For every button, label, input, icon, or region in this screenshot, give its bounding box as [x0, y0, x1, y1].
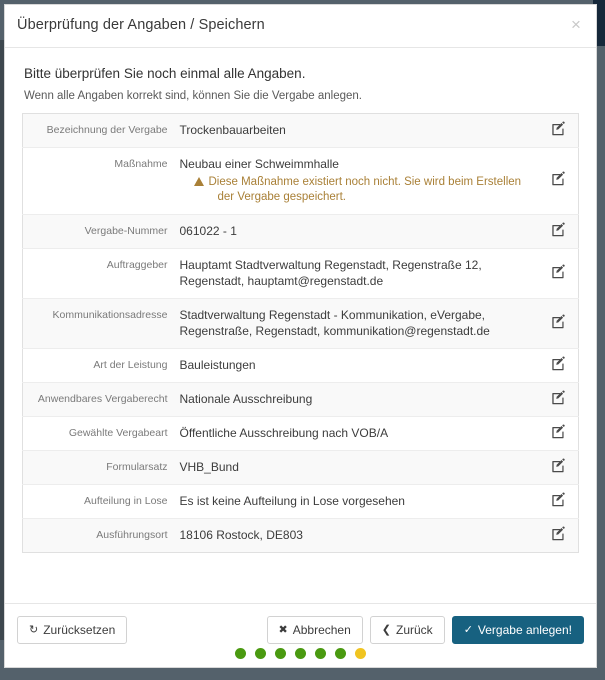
review-heading: Bitte überprüfen Sie noch einmal alle Angaben. — [24, 66, 306, 81]
x-mark-icon: ✖ — [278, 623, 288, 636]
row-edit-cell[interactable] — [539, 485, 579, 519]
table-row — [23, 349, 579, 383]
row-value-text: Öffentliche Ausschreibung nach VOB/A — [179, 426, 389, 440]
pencil-square-icon[interactable] — [551, 390, 566, 405]
close-icon[interactable]: × — [566, 14, 586, 34]
step-dot-7[interactable] — [355, 648, 366, 659]
row-edit-cell[interactable] — [539, 148, 579, 215]
row-edit-cell[interactable] — [539, 215, 579, 249]
row-value-text: Es ist keine Aufteilung in Lose vorgesehen — [179, 494, 405, 508]
row-value — [176, 349, 539, 383]
row-edit-cell[interactable] — [539, 114, 579, 148]
row-label: Kommunikationsadresse — [23, 299, 176, 349]
row-value — [176, 249, 539, 299]
row-label: Vergabe-Nummer — [23, 215, 176, 249]
row-value — [176, 485, 539, 519]
row-value-text: Hauptamt Stadtverwaltung Regenstadt, Regenstraße 12, Regenstadt, hauptamt@regenstadt.de — [179, 258, 482, 288]
row-warning — [180, 175, 533, 205]
cancel-button[interactable] — [267, 616, 363, 644]
pencil-square-icon[interactable] — [551, 222, 566, 237]
modal-header — [5, 5, 596, 48]
row-edit-cell[interactable] — [539, 349, 579, 383]
row-edit-cell[interactable] — [539, 451, 579, 485]
row-value-text: Neubau einer Schweimmhalle — [179, 157, 339, 171]
table-row — [23, 249, 579, 299]
row-value-text: Bauleistungen — [179, 358, 256, 372]
row-value — [176, 519, 539, 553]
summary-table-body — [23, 114, 579, 553]
row-label: Formularsatz — [23, 451, 176, 485]
step-indicator — [5, 648, 596, 659]
row-value — [176, 417, 539, 451]
row-label: Ausführungsort — [23, 519, 176, 553]
pencil-square-icon[interactable] — [551, 458, 566, 473]
row-label: Maßnahme — [23, 148, 176, 215]
row-edit-cell[interactable] — [539, 417, 579, 451]
reset-button-label: Zurücksetzen — [43, 623, 116, 637]
row-value — [176, 148, 539, 215]
pencil-square-icon[interactable] — [551, 424, 566, 439]
row-value — [176, 215, 539, 249]
row-value-text: Trockenbauarbeiten — [179, 123, 286, 137]
row-edit-cell[interactable] — [539, 383, 579, 417]
step-dot-1[interactable] — [235, 648, 246, 659]
table-row — [23, 451, 579, 485]
step-dot-5[interactable] — [315, 648, 326, 659]
step-dot-3[interactable] — [275, 648, 286, 659]
submit-button-label: Vergabe anlegen! — [477, 623, 572, 637]
row-edit-cell[interactable] — [539, 249, 579, 299]
row-value-text: 061022 - 1 — [179, 224, 237, 238]
pencil-square-icon[interactable] — [551, 264, 566, 279]
review-subheading: Wenn alle Angaben korrekt sind, können Sie die Vergabe anlegen. — [24, 90, 363, 102]
row-edit-cell[interactable] — [539, 519, 579, 553]
table-row — [23, 148, 579, 215]
row-value-text: 18106 Rostock, DE803 — [179, 528, 303, 542]
row-value — [176, 299, 539, 349]
submit-button[interactable] — [452, 616, 584, 644]
row-warning-text: Diese Maßnahme existiert noch nicht. Sie wird beim Erstellen der Vergabe gespeichert. — [208, 176, 522, 203]
table-row — [23, 417, 579, 451]
arrow-left-icon: ❮ — [381, 623, 391, 636]
row-value — [176, 383, 539, 417]
row-value-text: Stadtverwaltung Regenstadt - Kommunikation, eVergabe, Regenstraße, Regenstadt, kommunikation@regenstadt.de — [179, 308, 490, 338]
row-label: Auftraggeber — [23, 249, 176, 299]
row-value-text: VHB_Bund — [179, 460, 239, 474]
footer-button-group — [267, 616, 584, 644]
step-dot-6[interactable] — [335, 648, 346, 659]
undo-arrow-icon: ↻ — [29, 623, 39, 636]
table-row — [23, 485, 579, 519]
table-row — [23, 519, 579, 553]
row-edit-cell[interactable] — [539, 299, 579, 349]
table-row — [23, 114, 579, 148]
table-row — [23, 383, 579, 417]
pencil-square-icon[interactable] — [551, 526, 566, 541]
row-label: Anwendbares Vergaberecht — [23, 383, 176, 417]
pencil-square-icon[interactable] — [551, 171, 566, 186]
reset-button[interactable] — [17, 616, 127, 644]
back-button[interactable] — [370, 616, 445, 644]
pencil-square-icon[interactable] — [551, 314, 566, 329]
pencil-square-icon[interactable] — [551, 121, 566, 136]
table-row — [23, 299, 579, 349]
row-label: Aufteilung in Lose — [23, 485, 176, 519]
modal-footer — [5, 603, 596, 667]
row-label: Bezeichnung der Vergabe — [46, 124, 168, 136]
pencil-square-icon[interactable] — [551, 492, 566, 507]
step-dot-2[interactable] — [255, 648, 266, 659]
modal-body — [5, 48, 596, 603]
row-value — [176, 451, 539, 485]
check-mark-icon: ✓ — [463, 623, 473, 636]
back-button-label: Zurück — [396, 623, 433, 637]
modal-title: Überprüfung der Angaben / Speichern — [17, 17, 265, 33]
review-modal — [4, 4, 597, 668]
step-dot-4[interactable] — [295, 648, 306, 659]
summary-table — [22, 113, 579, 553]
cancel-button-label: Abbrechen — [292, 623, 351, 637]
table-row — [23, 215, 579, 249]
row-value — [176, 114, 539, 148]
pencil-square-icon[interactable] — [551, 356, 566, 371]
row-value-text: Nationale Ausschreibung — [179, 392, 313, 406]
warning-triangle-icon — [194, 177, 204, 186]
row-label: Gewählte Vergabeart — [23, 417, 176, 451]
row-label: Art der Leistung — [23, 349, 176, 383]
